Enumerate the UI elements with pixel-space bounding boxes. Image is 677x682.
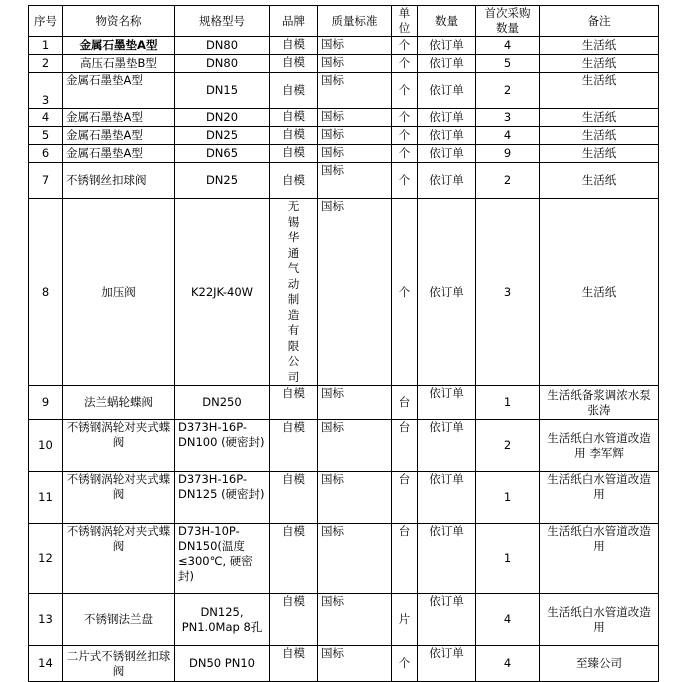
cell-note: 至臻公司 xyxy=(540,646,659,682)
cell-brand: 自模 xyxy=(270,145,318,163)
cell-first: 4 xyxy=(476,646,540,682)
cell-qty: 依订单 xyxy=(418,199,476,386)
cell-spec: DN20 xyxy=(175,109,270,127)
cell-spec: D373H-16P-DN125 (硬密封) xyxy=(175,472,270,524)
table-row xyxy=(29,524,659,594)
cell-unit: 片 xyxy=(392,594,418,646)
header-idx: 序号 xyxy=(29,6,63,37)
cell-idx: 6 xyxy=(29,145,63,163)
cell-first: 2 xyxy=(476,420,540,472)
cell-unit: 个 xyxy=(392,199,418,386)
cell-std: 国标 xyxy=(318,109,392,127)
cell-qty: 依订单 xyxy=(418,127,476,145)
cell-spec: DN50 PN10 xyxy=(175,646,270,682)
header-qty: 数量 xyxy=(418,6,476,37)
cell-name: 不锈钢涡轮对夹式蝶阀 xyxy=(63,472,175,524)
cell-name: 不锈钢涡轮对夹式蝶阀 xyxy=(63,420,175,472)
cell-qty: 依订单 xyxy=(418,145,476,163)
cell-qty: 依订单 xyxy=(418,386,476,420)
procurement-table xyxy=(28,5,659,682)
cell-idx: 7 xyxy=(29,163,63,199)
table-row xyxy=(29,37,659,55)
cell-brand: 自模 xyxy=(270,55,318,73)
cell-idx: 13 xyxy=(29,594,63,646)
cell-brand: 自模 xyxy=(270,646,318,682)
cell-idx: 9 xyxy=(29,386,63,420)
cell-note: 生活纸 xyxy=(540,127,659,145)
table-row xyxy=(29,646,659,682)
cell-unit: 台 xyxy=(392,524,418,594)
cell-name: 加压阀 xyxy=(63,199,175,386)
cell-spec: DN15 xyxy=(175,73,270,109)
cell-brand: 自模 xyxy=(270,472,318,524)
header-brand: 品牌 xyxy=(270,6,318,37)
cell-idx: 12 xyxy=(29,524,63,594)
header-unit: 单位 xyxy=(392,6,418,37)
header-std: 质量标准 xyxy=(318,6,392,37)
table-row xyxy=(29,109,659,127)
cell-idx: 2 xyxy=(29,55,63,73)
table-row xyxy=(29,472,659,524)
table-row xyxy=(29,145,659,163)
header-note: 备注 xyxy=(540,6,659,37)
table-row xyxy=(29,199,659,386)
cell-note: 生活纸 xyxy=(540,145,659,163)
cell-qty: 依订单 xyxy=(418,109,476,127)
cell-first: 1 xyxy=(476,472,540,524)
cell-spec: D73H-10P-DN150(温度≤300℃, 硬密封) xyxy=(175,524,270,594)
cell-unit: 台 xyxy=(392,386,418,420)
cell-qty: 依订单 xyxy=(418,163,476,199)
cell-qty: 依订单 xyxy=(418,524,476,594)
cell-first: 2 xyxy=(476,73,540,109)
table-row xyxy=(29,55,659,73)
cell-first: 3 xyxy=(476,199,540,386)
cell-name: 高压石墨垫B型 xyxy=(63,55,175,73)
cell-spec: DN25 xyxy=(175,127,270,145)
cell-qty: 依订单 xyxy=(418,73,476,109)
cell-name: 金属石墨垫A型 xyxy=(63,127,175,145)
cell-unit: 个 xyxy=(392,37,418,55)
cell-first: 9 xyxy=(476,145,540,163)
cell-idx: 10 xyxy=(29,420,63,472)
cell-first: 1 xyxy=(476,386,540,420)
cell-unit: 个 xyxy=(392,109,418,127)
cell-name: 金属石墨垫A型 xyxy=(63,37,175,55)
cell-brand: 自模 xyxy=(270,420,318,472)
cell-std: 国标 xyxy=(318,420,392,472)
cell-brand: 自模 xyxy=(270,109,318,127)
cell-idx: 11 xyxy=(29,472,63,524)
cell-std: 国标 xyxy=(318,386,392,420)
cell-idx: 14 xyxy=(29,646,63,682)
cell-name: 金属石墨垫A型 xyxy=(63,73,175,109)
cell-unit: 个 xyxy=(392,646,418,682)
cell-note: 生活纸 xyxy=(540,37,659,55)
cell-first: 4 xyxy=(476,594,540,646)
cell-name: 不锈钢法兰盘 xyxy=(63,594,175,646)
cell-std: 国标 xyxy=(318,145,392,163)
brand-text: 无锡华通气动制造有限公司 xyxy=(287,199,300,384)
cell-std: 国标 xyxy=(318,55,392,73)
cell-brand: 自模 xyxy=(270,386,318,420)
cell-first: 1 xyxy=(476,524,540,594)
cell-idx: 5 xyxy=(29,127,63,145)
cell-unit: 个 xyxy=(392,73,418,109)
cell-unit: 个 xyxy=(392,55,418,73)
cell-note: 生活纸 xyxy=(540,55,659,73)
cell-unit: 台 xyxy=(392,472,418,524)
cell-first: 5 xyxy=(476,55,540,73)
table-row xyxy=(29,163,659,199)
cell-brand: 自模 xyxy=(270,594,318,646)
header-spec: 规格型号 xyxy=(175,6,270,37)
cell-first: 4 xyxy=(476,127,540,145)
table-row xyxy=(29,127,659,145)
cell-std: 国标 xyxy=(318,594,392,646)
cell-std: 国标 xyxy=(318,472,392,524)
cell-name: 不锈钢涡轮对夹式蝶阀 xyxy=(63,524,175,594)
cell-name: 不锈钢丝扣球阀 xyxy=(63,163,175,199)
cell-name: 法兰蜗轮蝶阀 xyxy=(63,386,175,420)
cell-std: 国标 xyxy=(318,127,392,145)
header-name: 物资名称 xyxy=(63,6,175,37)
cell-qty: 依订单 xyxy=(418,420,476,472)
cell-note: 生活纸 xyxy=(540,73,659,109)
cell-std: 国标 xyxy=(318,646,392,682)
cell-unit: 台 xyxy=(392,420,418,472)
cell-note: 生活纸白水管道改造用 李军辉 xyxy=(540,420,659,472)
header-row xyxy=(29,6,659,37)
cell-first: 2 xyxy=(476,163,540,199)
cell-qty: 依订单 xyxy=(418,55,476,73)
cell-std: 国标 xyxy=(318,199,392,386)
cell-spec: DN65 xyxy=(175,145,270,163)
table-row xyxy=(29,73,659,109)
cell-unit: 个 xyxy=(392,127,418,145)
cell-brand xyxy=(270,199,318,386)
cell-name: 金属石墨垫A型 xyxy=(63,145,175,163)
cell-idx: 1 xyxy=(29,37,63,55)
cell-qty: 依订单 xyxy=(418,646,476,682)
cell-std: 国标 xyxy=(318,73,392,109)
cell-spec: DN125, PN1.0Map 8孔 xyxy=(175,594,270,646)
cell-unit: 个 xyxy=(392,163,418,199)
cell-name: 二片式不锈钢丝扣球阀 xyxy=(63,646,175,682)
table-row xyxy=(29,594,659,646)
cell-qty: 依订单 xyxy=(418,594,476,646)
cell-note: 生活纸白水管道改造用 xyxy=(540,472,659,524)
cell-note: 生活纸白水管道改造用 xyxy=(540,594,659,646)
cell-unit: 个 xyxy=(392,145,418,163)
cell-spec: DN80 xyxy=(175,37,270,55)
cell-brand: 自模 xyxy=(270,127,318,145)
cell-std: 国标 xyxy=(318,163,392,199)
cell-note: 生活纸 xyxy=(540,109,659,127)
cell-spec: K22JK-40W xyxy=(175,199,270,386)
table-row xyxy=(29,386,659,420)
cell-note: 生活纸 xyxy=(540,163,659,199)
cell-first: 4 xyxy=(476,37,540,55)
cell-brand: 自模 xyxy=(270,524,318,594)
cell-std: 国标 xyxy=(318,524,392,594)
header-first: 首次采购数量 xyxy=(476,6,540,37)
cell-qty: 依订单 xyxy=(418,37,476,55)
cell-note: 生活纸 xyxy=(540,199,659,386)
cell-note: 生活纸备浆调浓水泵 张涛 xyxy=(540,386,659,420)
cell-first: 3 xyxy=(476,109,540,127)
cell-brand: 自模 xyxy=(270,37,318,55)
cell-brand: 自模 xyxy=(270,163,318,199)
cell-std: 国标 xyxy=(318,37,392,55)
cell-name: 金属石墨垫A型 xyxy=(63,109,175,127)
cell-note: 生活纸白水管道改造用 xyxy=(540,524,659,594)
table-row xyxy=(29,420,659,472)
cell-spec: D373H-16P-DN100 (硬密封) xyxy=(175,420,270,472)
cell-spec: DN25 xyxy=(175,163,270,199)
cell-qty: 依订单 xyxy=(418,472,476,524)
cell-spec: DN250 xyxy=(175,386,270,420)
cell-idx: 4 xyxy=(29,109,63,127)
cell-brand: 自模 xyxy=(270,73,318,109)
cell-spec: DN80 xyxy=(175,55,270,73)
cell-idx: 3 xyxy=(29,73,63,109)
cell-idx: 8 xyxy=(29,199,63,386)
